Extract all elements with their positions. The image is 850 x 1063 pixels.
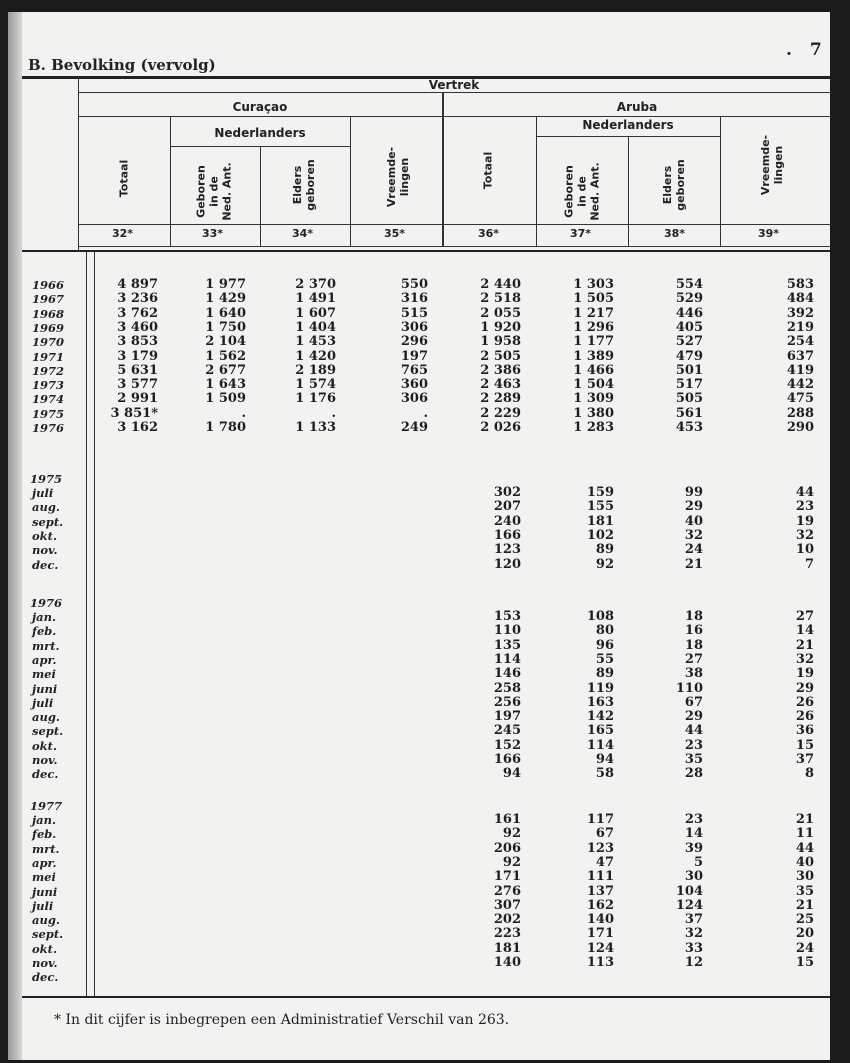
colno-35: 35*	[384, 227, 406, 240]
years-row-label: 1970	[32, 335, 65, 350]
years-c32-cell: 3 179	[117, 348, 158, 364]
m1977-c36-cell: 140	[493, 955, 521, 970]
m1976-c38-cell: 35	[684, 752, 703, 767]
m1976-c39-cell: 36	[795, 723, 814, 739]
years-c35-cell: 360	[400, 377, 428, 393]
m1977-c37-cell: 117	[586, 812, 614, 827]
years-c36-cell: 2 440	[480, 277, 521, 292]
years-c34-cell: 1 176	[295, 391, 336, 407]
m1977-c39-cell: 20	[795, 926, 814, 942]
m1976-c38-cell: 67	[684, 694, 703, 710]
m1976-c39-cell: 15	[795, 737, 814, 753]
m1975-c38-cell: 21	[684, 556, 703, 572]
years-c32-cell: 3 853	[117, 334, 158, 350]
m1975-row-label: okt.	[32, 528, 57, 543]
m1977-row-label: juni	[32, 884, 58, 899]
years-c38-cell: 554	[675, 277, 703, 292]
m1975-c38-cell: 24	[684, 542, 703, 558]
m1977-c39-cell: 24	[795, 940, 814, 956]
colno-33: 33*	[202, 227, 224, 240]
m1976-row-label: aug.	[32, 710, 60, 725]
m1975-c39-cell: 10	[795, 542, 814, 558]
colno-37: 37*	[570, 227, 592, 240]
m1976-c38-cell: 29	[684, 709, 703, 725]
m1976-c39-cell: 37	[795, 752, 814, 767]
m1976-c39-cell: 21	[795, 637, 814, 653]
section-title: B. Bevolking (vervolg)	[28, 56, 216, 74]
m1976-c37-cell: 80	[595, 623, 614, 639]
years-c32-cell: 3 577	[117, 377, 158, 393]
years-c39-cell: 637	[786, 348, 814, 364]
m1975-c37-cell: 181	[586, 513, 614, 529]
years-c37-cell: 1 296	[573, 319, 614, 335]
m1976-c38-cell: 18	[684, 637, 703, 653]
years-c36-cell: 2 463	[480, 377, 521, 393]
m1975-c38-cell: 32	[684, 527, 703, 543]
col38-header: Elders geboren	[661, 159, 687, 211]
m1977-c39-cell: 15	[795, 955, 814, 970]
m1976-row-label: dec.	[32, 767, 59, 782]
vrule-38-39	[720, 116, 721, 246]
m1975-c38-cell: 40	[684, 513, 703, 529]
rule-above-colnos	[78, 224, 830, 225]
m1976-row-label: nov.	[32, 753, 58, 767]
years-c34-cell: 1 133	[295, 420, 336, 435]
m1977-row-label: mrt.	[32, 841, 60, 856]
m1976-c38-cell: 16	[684, 623, 703, 639]
years-c36-cell: 1 920	[480, 319, 521, 335]
rule-under-vertrek	[78, 92, 830, 93]
m1976-c39-cell: 19	[795, 666, 814, 682]
years-c32-cell: 3 162	[117, 420, 158, 435]
years-c34-cell: 1 404	[295, 319, 336, 335]
m1977-row-label: feb.	[32, 827, 57, 842]
years-c39-cell: 475	[786, 391, 814, 407]
m1976-row-label: jan.	[32, 610, 56, 624]
m1977-row-label: dec.	[32, 970, 59, 985]
m1976-row-label: apr.	[32, 652, 57, 667]
years-c39-cell: 419	[786, 362, 814, 378]
m1976-c38-cell: 38	[684, 666, 703, 682]
m1976-c37-cell: 165	[586, 723, 614, 739]
years-c32-cell: 3 236	[117, 291, 158, 307]
m1977-c39-cell: 30	[795, 869, 814, 885]
years-row-label: 1969	[32, 320, 65, 335]
m1977-c36-cell: 276	[493, 883, 521, 899]
previous-page-edge	[8, 12, 22, 1060]
m1977-c37-cell: 123	[586, 840, 614, 856]
m1976-c37-cell: 108	[586, 609, 614, 624]
m1975-c36-cell: 207	[493, 499, 521, 515]
years-c34-cell: 1 420	[295, 348, 336, 364]
m1977-c39-cell: 11	[795, 826, 814, 842]
years-c35-cell: 296	[400, 334, 428, 350]
m1976-row-label: feb.	[32, 624, 57, 639]
m1975-c39-cell: 44	[795, 485, 814, 500]
m1976-c36-cell: 146	[493, 666, 521, 682]
header-aruba: Aruba	[616, 100, 658, 114]
years-c34-cell: 1 453	[295, 334, 336, 350]
years-c32-cell: 4 897	[117, 277, 158, 292]
years-c37-cell: 1 505	[573, 291, 614, 307]
years-c38-cell: 561	[675, 405, 703, 421]
header-nederlanders-aruba: Nederlanders	[582, 118, 674, 132]
header-vertrek: Vertrek	[428, 78, 480, 92]
years-c33-cell: 1 750	[205, 319, 246, 335]
years-c34-cell: 2 370	[295, 277, 336, 292]
m1977-row-label: juli	[32, 898, 54, 913]
m1976-c37-cell: 58	[595, 766, 614, 782]
m1977-c37-cell: 171	[586, 926, 614, 942]
m1976-c36-cell: 110	[493, 623, 521, 639]
col37-header: Geboren in de Ned. Ant.	[562, 162, 602, 221]
years-c35-cell: 515	[400, 305, 428, 321]
m1975-row-label: nov.	[32, 543, 58, 558]
years-c39-cell: 442	[786, 377, 814, 393]
colno-36: 36*	[478, 227, 500, 240]
years-c37-cell: 1 303	[573, 277, 614, 292]
years-c35-cell: 306	[400, 319, 428, 335]
page-number: . 7	[786, 40, 828, 60]
colno-38: 38*	[664, 227, 686, 240]
years-c35-cell: 765	[400, 362, 428, 378]
years-c33-cell: 1 429	[205, 291, 246, 307]
m1975-c39-cell: 19	[795, 513, 814, 529]
m1977-row-label: jan.	[32, 813, 56, 827]
years-c38-cell: 501	[675, 362, 703, 378]
m1977-c39-cell: 25	[795, 912, 814, 928]
years-c33-cell: 1 643	[205, 377, 246, 393]
col35-header: Vreemde- lingen	[385, 146, 411, 208]
colno-39: 39*	[758, 227, 780, 240]
years-c39-cell: 484	[786, 291, 814, 307]
m1976-c39-cell: 29	[795, 680, 814, 696]
years-c36-cell: 2 229	[480, 405, 521, 421]
years-row-label: 1973	[32, 378, 65, 393]
years-c36-cell: 2 026	[480, 420, 521, 435]
years-row-label: 1976	[32, 421, 65, 435]
m1976-c36-cell: 256	[493, 694, 521, 710]
years-c36-cell: 2 386	[480, 362, 521, 378]
vrule-stub-body2	[94, 252, 95, 996]
m1977-c38-cell: 12	[684, 955, 703, 970]
m1976-row-label: juni	[32, 681, 58, 696]
m1975-c37-cell: 155	[586, 499, 614, 515]
m1976-c37-cell: 94	[595, 752, 614, 767]
years-c39-cell: 219	[786, 319, 814, 335]
rule-header-bottom	[22, 250, 830, 252]
m1976-c39-cell: 32	[795, 651, 814, 667]
m1975-c39-cell: 7	[804, 556, 814, 572]
years-c33-cell: 1 977	[205, 277, 246, 292]
years-c37-cell: 1 504	[573, 377, 614, 393]
colno-32: 32*	[112, 227, 134, 240]
years-c32-cell: 2 991	[117, 391, 158, 407]
m1977-row-label: aug.	[32, 913, 60, 928]
m1975-c36-cell: 123	[493, 542, 521, 558]
years-c38-cell: 405	[675, 319, 703, 335]
m1975-c39-cell: 23	[795, 499, 814, 515]
vrule-37-38	[628, 136, 629, 246]
vrule-curacao-aruba	[442, 92, 444, 246]
m1976-c38-cell: 110	[675, 680, 703, 696]
m1976-c37-cell: 96	[595, 637, 614, 653]
years-c33-cell: 1 780	[205, 420, 246, 435]
m1976-c37-cell: 55	[595, 651, 614, 667]
m1977-c36-cell: 223	[493, 926, 521, 942]
m1977-row-label: okt.	[32, 941, 57, 956]
years-c39-cell: 288	[786, 405, 814, 421]
years-c32-cell: 3 460	[117, 319, 158, 335]
years-row-label: 1968	[32, 306, 65, 321]
years-c39-cell: 290	[786, 420, 814, 435]
m1977-c37-cell: 137	[586, 883, 614, 899]
m1976-c36-cell: 114	[493, 651, 521, 667]
m1976-c37-cell: 142	[586, 709, 614, 725]
m1977-c36-cell: 161	[493, 812, 521, 827]
m1976-c36-cell: 166	[493, 752, 521, 767]
m1977-c37-cell: 111	[586, 869, 614, 885]
header-nederlanders-curacao: Nederlanders	[214, 126, 306, 140]
m1977-c38-cell: 39	[684, 840, 703, 856]
m1976-c36-cell: 94	[502, 766, 521, 782]
m1977-year-label: 1977	[30, 798, 63, 813]
years-c34-cell: 1 491	[295, 291, 336, 307]
m1975-row-label: dec.	[32, 557, 59, 572]
years-row-label: 1967	[32, 292, 65, 307]
document-page	[8, 12, 830, 1060]
col32-header: Totaal	[117, 159, 131, 198]
m1977-c37-cell: 140	[586, 912, 614, 928]
m1977-c37-cell: 124	[586, 940, 614, 956]
m1977-c36-cell: 92	[502, 826, 521, 842]
m1977-c38-cell: 5	[693, 854, 703, 870]
m1975-c37-cell: 92	[595, 556, 614, 572]
years-c37-cell: 1 389	[573, 348, 614, 364]
m1976-row-label: sept.	[32, 724, 64, 739]
years-c32-cell: 5 631	[117, 362, 158, 378]
years-c33-cell: 1 509	[205, 391, 246, 407]
years-row-label: 1971	[32, 349, 65, 364]
vrule-stub-body	[86, 252, 87, 996]
years-c37-cell: 1 309	[573, 391, 614, 407]
m1976-c36-cell: 152	[493, 737, 521, 753]
years-c39-cell: 392	[786, 305, 814, 321]
col36-header: Totaal	[481, 151, 495, 190]
m1976-c38-cell: 23	[684, 737, 703, 753]
years-c38-cell: 446	[675, 305, 703, 321]
m1976-c38-cell: 28	[684, 766, 703, 782]
m1975-c36-cell: 302	[493, 485, 521, 500]
years-c38-cell: 479	[675, 348, 703, 364]
m1976-c36-cell: 135	[493, 637, 521, 653]
years-c38-cell: 453	[675, 420, 703, 435]
years-c33-cell: 2 677	[205, 362, 246, 378]
years-c36-cell: 2 505	[480, 348, 521, 364]
years-c34-cell: .	[331, 405, 336, 421]
years-c36-cell: 1 958	[480, 334, 521, 350]
years-c39-cell: 254	[786, 334, 814, 350]
years-c36-cell: 2 289	[480, 391, 521, 407]
years-c37-cell: 1 217	[573, 305, 614, 321]
m1977-c39-cell: 21	[795, 897, 814, 913]
m1977-c37-cell: 67	[595, 826, 614, 842]
vrule-34-35	[350, 116, 351, 246]
rule-table-bottom	[22, 996, 830, 998]
m1976-c37-cell: 119	[586, 680, 614, 696]
colno-34: 34*	[292, 227, 314, 240]
years-c36-cell: 2 055	[480, 305, 521, 321]
m1976-c39-cell: 14	[795, 623, 814, 639]
m1976-row-label: juli	[32, 695, 54, 710]
m1975-c36-cell: 240	[493, 513, 521, 529]
m1977-c36-cell: 181	[493, 940, 521, 956]
m1975-c38-cell: 29	[684, 499, 703, 515]
m1977-row-label: mei	[32, 870, 56, 885]
m1977-c39-cell: 44	[795, 840, 814, 856]
m1975-c36-cell: 120	[493, 556, 521, 572]
m1977-c36-cell: 202	[493, 912, 521, 928]
m1977-c36-cell: 206	[493, 840, 521, 856]
m1976-c38-cell: 27	[684, 651, 703, 667]
m1976-c37-cell: 163	[586, 694, 614, 710]
header-curacao: Curaçao	[232, 100, 288, 114]
years-c39-cell: 583	[786, 277, 814, 292]
m1977-row-label: sept.	[32, 927, 64, 942]
m1977-row-label: nov.	[32, 956, 58, 970]
years-c33-cell: .	[241, 405, 246, 421]
m1977-c37-cell: 113	[586, 955, 614, 970]
m1977-c39-cell: 21	[795, 812, 814, 827]
years-c35-cell: 197	[400, 348, 428, 364]
years-c37-cell: 1 177	[573, 334, 614, 350]
col33-header: Geboren in de Ned. Ant.	[194, 162, 234, 221]
years-c38-cell: 517	[675, 377, 703, 393]
m1976-c38-cell: 18	[684, 609, 703, 624]
years-c35-cell: 316	[400, 291, 428, 307]
m1976-c37-cell: 89	[595, 666, 614, 682]
m1976-c39-cell: 26	[795, 709, 814, 725]
m1977-c38-cell: 33	[684, 940, 703, 956]
m1976-c36-cell: 258	[493, 680, 521, 696]
m1977-c39-cell: 35	[795, 883, 814, 899]
m1977-c38-cell: 124	[675, 897, 703, 913]
m1977-c38-cell: 32	[684, 926, 703, 942]
m1976-c36-cell: 153	[493, 609, 521, 624]
m1976-row-label: mrt.	[32, 638, 60, 653]
m1975-year-label: 1975	[30, 471, 63, 486]
col39-header: Vreemde- lingen	[759, 134, 785, 196]
m1976-c39-cell: 26	[795, 694, 814, 710]
years-c35-cell: 306	[400, 391, 428, 407]
years-c38-cell: 529	[675, 291, 703, 307]
m1977-c38-cell: 30	[684, 869, 703, 885]
years-c33-cell: 1 562	[205, 348, 246, 364]
m1975-c37-cell: 102	[586, 527, 614, 543]
rule-below-colnos	[78, 246, 830, 247]
years-c34-cell: 2 189	[295, 362, 336, 378]
m1977-c38-cell: 14	[684, 826, 703, 842]
years-c35-cell: 550	[400, 277, 428, 292]
years-c37-cell: 1 466	[573, 362, 614, 378]
m1975-c38-cell: 99	[684, 485, 703, 500]
years-c33-cell: 2 104	[205, 334, 246, 350]
m1977-c36-cell: 307	[493, 897, 521, 913]
m1977-c38-cell: 104	[675, 883, 703, 899]
m1977-c37-cell: 162	[586, 897, 614, 913]
m1977-row-label: apr.	[32, 855, 57, 870]
m1977-c36-cell: 92	[502, 854, 521, 870]
m1976-c36-cell: 245	[493, 723, 521, 739]
m1977-c38-cell: 37	[684, 912, 703, 928]
m1976-c37-cell: 114	[586, 737, 614, 753]
m1975-c37-cell: 89	[595, 542, 614, 558]
years-row-label: 1974	[32, 392, 65, 407]
years-row-label: 1975	[32, 406, 65, 421]
m1976-year-label: 1976	[30, 595, 63, 610]
m1977-c36-cell: 171	[493, 869, 521, 885]
m1976-c39-cell: 8	[804, 766, 814, 782]
years-c36-cell: 2 518	[480, 291, 521, 307]
vrule-36-37	[536, 116, 537, 246]
m1975-c37-cell: 159	[586, 485, 614, 500]
footnote: * In dit cijfer is inbegrepen een Administratief Verschil van 263.	[54, 1012, 510, 1028]
m1975-c36-cell: 166	[493, 527, 521, 543]
m1976-row-label: okt.	[32, 738, 57, 753]
years-c38-cell: 505	[675, 391, 703, 407]
years-c32-cell: 3 762	[117, 305, 158, 321]
m1976-c38-cell: 44	[684, 723, 703, 739]
years-c34-cell: 1 607	[295, 305, 336, 321]
m1975-c39-cell: 32	[795, 527, 814, 543]
m1975-row-label: sept.	[32, 514, 64, 529]
years-c35-cell: 249	[400, 420, 428, 435]
years-c35-cell: .	[423, 405, 428, 421]
m1975-row-label: aug.	[32, 500, 60, 515]
years-c33-cell: 1 640	[205, 305, 246, 321]
years-c37-cell: 1 283	[573, 420, 614, 435]
years-c32-cell: 3 851*	[110, 405, 158, 421]
vrule-33-34	[260, 146, 261, 246]
col34-header: Elders geboren	[291, 159, 317, 211]
m1977-c37-cell: 47	[595, 854, 614, 870]
years-c38-cell: 527	[675, 334, 703, 350]
m1976-c39-cell: 27	[795, 609, 814, 624]
years-row-label: 1972	[32, 363, 65, 378]
m1977-c38-cell: 23	[684, 812, 703, 827]
years-c34-cell: 1 574	[295, 377, 336, 393]
m1976-c36-cell: 197	[493, 709, 521, 725]
m1977-c39-cell: 40	[795, 854, 814, 870]
m1975-row-label: juli	[32, 486, 54, 500]
m1976-row-label: mei	[32, 667, 56, 682]
rule-under-islands	[78, 116, 830, 117]
years-c37-cell: 1 380	[573, 405, 614, 421]
years-row-label: 1966	[32, 278, 65, 292]
